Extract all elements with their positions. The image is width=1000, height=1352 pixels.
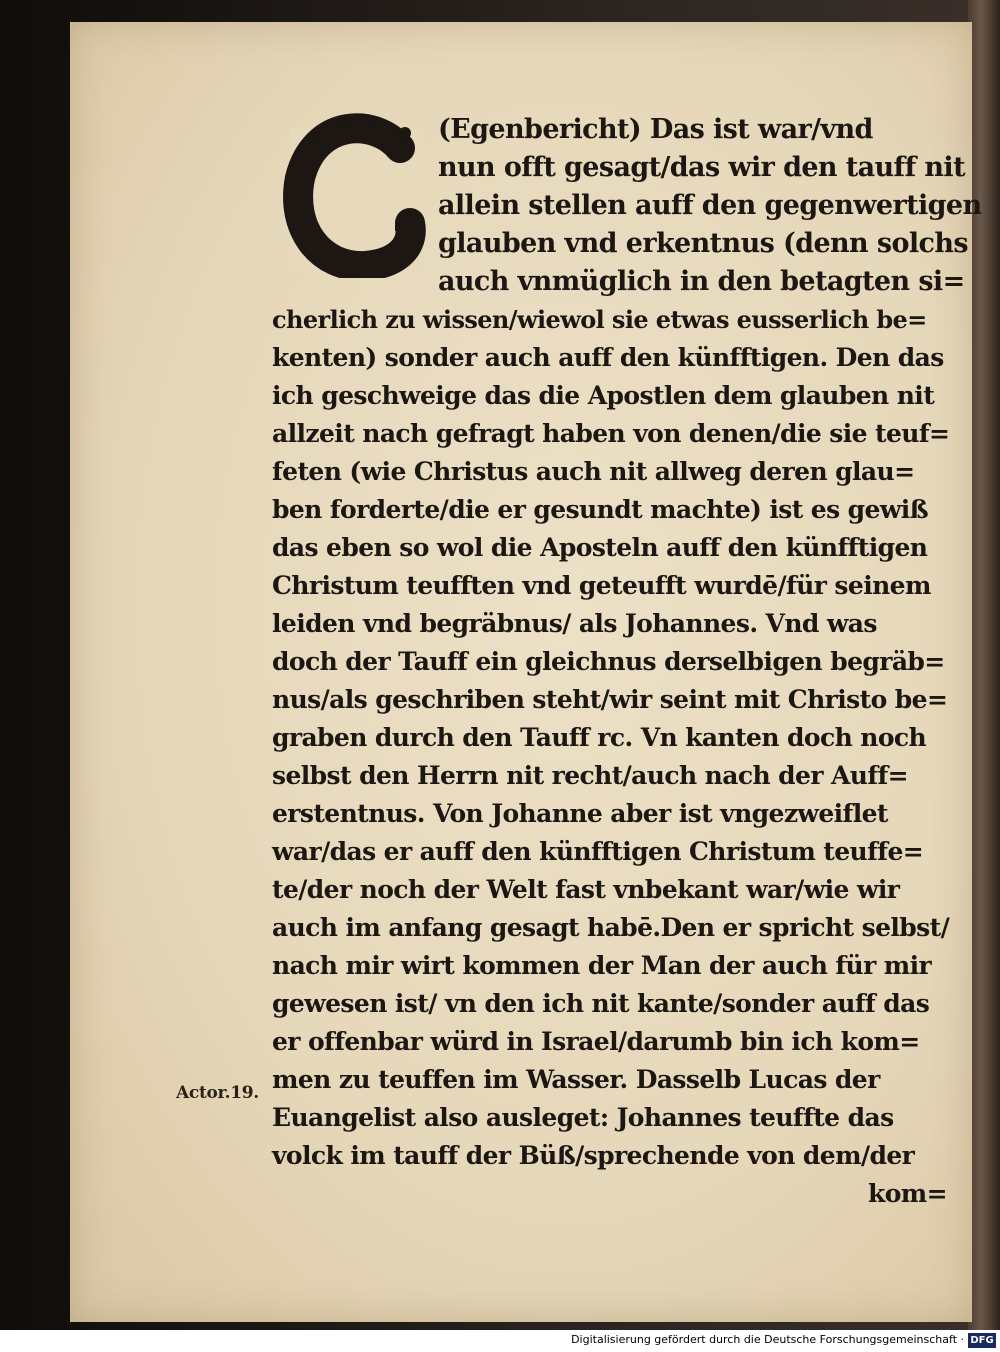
text-line: kenten) sonder auch auff den künfftigen. Den das bbox=[272, 343, 944, 372]
text-line: glauben vnd erkentnus (denn solchs bbox=[438, 228, 969, 259]
decorated-initial-letter bbox=[280, 108, 430, 278]
text-line: nus/als geschriben steht/wir seint mit Christo be= bbox=[272, 685, 948, 714]
text-line: cherlich zu wissen/wiewol sie etwas eusserlich be= bbox=[272, 305, 927, 334]
text-line: allzeit nach gefragt haben von denen/die sie teuf= bbox=[272, 419, 950, 448]
text-line: graben durch den Tauff rc. Vn kanten doch noch bbox=[272, 723, 927, 752]
text-line: auch vnmüglich in den betagten si= bbox=[438, 266, 965, 297]
text-line: leiden vnd begräbnus/ als Johannes. Vnd was bbox=[272, 609, 877, 638]
text-line: auch im anfang gesagt habē.Den er spricht selbst/ bbox=[272, 913, 950, 942]
text-line: selbst den Herrn nit recht/auch nach der Auff= bbox=[272, 761, 909, 790]
text-line: erstentnus. Von Johanne aber ist vngezweiflet bbox=[272, 799, 888, 828]
dfg-logo: DFG bbox=[968, 1333, 996, 1348]
text-line: men zu teuffen im Wasser. Dasselb Lucas der bbox=[272, 1065, 880, 1094]
text-line: feten (wie Christus auch nit allweg deren glau= bbox=[272, 457, 915, 486]
text-line: nach mir wirt kommen der Man der auch für mir bbox=[272, 951, 932, 980]
text-line: doch der Tauff ein gleichnus derselbigen begräb= bbox=[272, 647, 945, 676]
text-line: das eben so wol die Aposteln auff den künfftigen bbox=[272, 533, 928, 562]
text-line: Christum teufften vnd geteufft wurdē/für seinem bbox=[272, 571, 931, 600]
text-line: volck im tauff der Büß/sprechende von dem/der bbox=[272, 1141, 915, 1170]
text-line: Euangelist also ausleget: Johannes teuffte das bbox=[272, 1103, 894, 1132]
footer-credit: Digitalisierung gefördert durch die Deutsche Forschungsgemeinschaft · bbox=[571, 1333, 964, 1346]
catchword: kom= bbox=[868, 1179, 947, 1208]
text-line: allein stellen auff den gegenwertigen bbox=[438, 190, 982, 221]
footer-bar bbox=[0, 1330, 1000, 1352]
text-line: te/der noch der Welt fast vnbekant war/wie wir bbox=[272, 875, 900, 904]
text-line: er offenbar würd in Israel/darumb bin ich kom= bbox=[272, 1027, 920, 1056]
text-line: ben forderte/die er gesundt machte) ist es gewiß bbox=[272, 495, 929, 524]
svg-text:G: G bbox=[340, 173, 383, 232]
text-line: ich geschweige das die Apostlen dem glauben nit bbox=[272, 381, 935, 410]
text-line: gewesen ist/ vn den ich nit kante/sonder auff das bbox=[272, 989, 930, 1018]
text-line: war/das er auff den künfftigen Christum teuffe= bbox=[272, 837, 924, 866]
text-line: (Egenbericht) Das ist war/vnd bbox=[438, 114, 873, 145]
text-line: nun offt gesagt/das wir den tauff nit bbox=[438, 152, 965, 183]
margin-note: Actor.19. bbox=[176, 1083, 259, 1103]
